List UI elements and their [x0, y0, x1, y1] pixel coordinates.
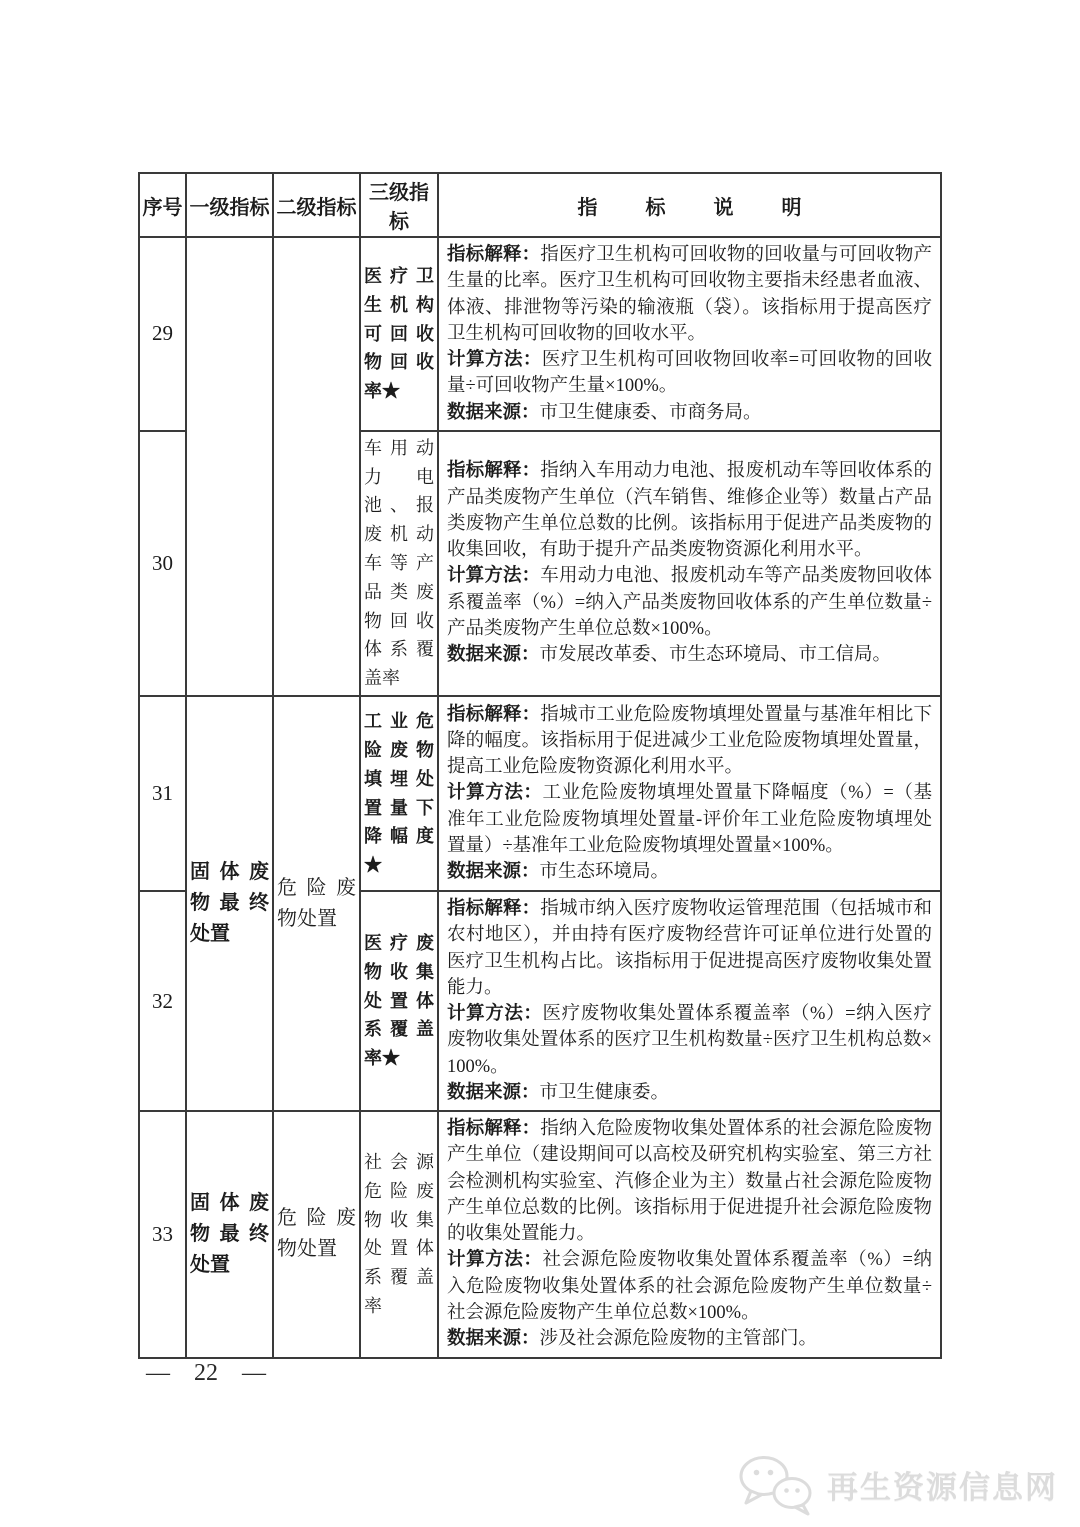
header-level2: 二级指标 — [273, 173, 360, 237]
cell-no-32: 32 — [139, 891, 186, 1111]
header-no: 序号 — [139, 173, 186, 237]
desc-text: 市卫生健康委、市商务局。 — [539, 402, 762, 423]
desc-label: 指标解释： — [447, 461, 541, 482]
desc-paragraph — [447, 563, 932, 642]
cell-level1-31-32: 固体废物最终处置 — [186, 696, 273, 1111]
desc-label: 数据来源： — [447, 402, 540, 423]
desc-paragraph — [447, 400, 932, 426]
cell-level3-30: 车用动力电池、报废机动车等产品类废物回收体系覆盖率 — [360, 431, 438, 696]
desc-label: 指标解释： — [447, 704, 541, 725]
desc-paragraph — [447, 1326, 932, 1352]
desc-text: 涉及社会源危险废物的主管部门。 — [539, 1329, 818, 1350]
cell-level1-29-30 — [186, 237, 273, 696]
watermark-text: 再生资源信息网 — [827, 1469, 1058, 1505]
table-header-row — [139, 173, 941, 237]
desc-label: 指标解释： — [447, 899, 541, 920]
desc-text: 市发展改革委、市生态环境局、市工信局。 — [539, 645, 892, 666]
desc-paragraph — [447, 896, 932, 1001]
desc-text: 社会源危险废物收集处置体系覆盖率（%）=纳入危险废物收集处置体系的社会源危险废物产生单位数量÷社会源危险废物产生单位总数×100%。 — [447, 1250, 932, 1324]
desc-paragraph — [447, 1247, 932, 1326]
desc-paragraph — [447, 1116, 932, 1247]
cell-no-30: 30 — [139, 431, 186, 696]
desc-text: 指医疗卫生机构可回收物的回收量与可回收物产生量的比率。医疗卫生机构可回收物主要指未经患者血液、体液、排泄物等污染的输液瓶（袋）。该指标用于提高医疗卫生机构可回收物的回收水平。 — [447, 245, 932, 344]
desc-text: 指纳入车用动力电池、报废机动车等回收体系的产品类废物产生单位（汽车销售、维修企业等）数量占产品类废物产生单位总数的比例。该指标用于促进产品类废物的收集回收，有助于提升产品类废物资源化利用水平。 — [447, 461, 932, 561]
cell-level1-33: 固体废物最终处置 — [186, 1111, 273, 1357]
desc-paragraph — [447, 780, 932, 859]
desc-text: 车用动力电池、报废机动车等产品类废物回收体系覆盖率（%）=纳入产品类废物回收体系的产生单位数量÷产品类废物产生单位总数×100%。 — [447, 566, 932, 639]
desc-paragraph — [447, 242, 932, 347]
cell-level3-29: 医疗卫生机构可回收物回收率★ — [360, 237, 438, 431]
cell-level3-32: 医疗废物收集处置体系覆盖率★ — [360, 891, 438, 1111]
desc-label: 计算方法： — [447, 783, 543, 804]
table-row-29 — [139, 237, 941, 431]
desc-text: 医疗卫生机构可回收物回收率=可回收物的回收量÷可回收物产生量×100%。 — [447, 350, 932, 397]
table-row-31 — [139, 696, 941, 891]
desc-paragraph — [447, 458, 932, 563]
cell-no-29: 29 — [139, 237, 186, 431]
header-description: 指 标 说 明 — [438, 173, 941, 237]
cell-description-33 — [438, 1111, 941, 1357]
page-number: — 22 — — [146, 1360, 266, 1386]
table-row-33 — [139, 1111, 941, 1357]
cell-description-31 — [438, 696, 941, 891]
cell-no-31: 31 — [139, 696, 186, 891]
desc-paragraph — [447, 702, 932, 781]
desc-text: 市卫生健康委。 — [539, 1082, 670, 1103]
desc-label: 数据来源： — [447, 862, 540, 883]
header-level1: 一级指标 — [186, 173, 273, 237]
desc-paragraph — [447, 859, 932, 885]
desc-label: 数据来源： — [447, 1082, 540, 1103]
cell-description-32 — [438, 891, 941, 1111]
cell-level2-33: 危险废物处置 — [273, 1111, 360, 1357]
desc-paragraph — [447, 642, 932, 668]
desc-label: 数据来源： — [447, 645, 540, 666]
desc-label: 数据来源： — [447, 1329, 540, 1350]
cell-description-29 — [438, 237, 941, 431]
desc-label: 计算方法： — [447, 1250, 543, 1271]
desc-label: 计算方法： — [447, 350, 542, 371]
desc-label: 计算方法： — [447, 1004, 543, 1025]
desc-label: 计算方法： — [447, 566, 541, 587]
desc-text: 指城市工业危险废物填埋处置量与基准年相比下降的幅度。该指标用于促进减少工业危险废物填埋处置量，提高工业危险废物资源化利用水平。 — [447, 704, 932, 778]
desc-text: 工业危险废物填埋处置量下降幅度（%）=（基准年工业危险废物填埋处置量-评价年工业危险废物填埋处置量）÷基准年工业危险废物填埋处置量×100%。 — [447, 783, 932, 856]
desc-paragraph — [447, 1080, 932, 1106]
header-level3: 三级指标 — [360, 173, 438, 237]
desc-paragraph — [447, 347, 932, 400]
desc-text: 市生态环境局。 — [539, 862, 670, 883]
cell-no-33: 33 — [139, 1111, 186, 1357]
desc-text: 指城市纳入医疗废物收运管理范围（包括城市和农村地区），并由持有医疗废物经营许可证单位进行处置的医疗卫生机构占比。该指标用于促进提高医疗废物收集处置能力。 — [447, 899, 932, 998]
desc-paragraph — [447, 1001, 932, 1080]
site-watermark — [735, 1452, 1058, 1516]
cell-description-30 — [438, 431, 941, 696]
cell-level2-31-32: 危险废物处置 — [273, 696, 360, 1111]
cell-level2-29-30 — [273, 237, 360, 696]
cell-level3-33: 社会源危险废物收集处置体系覆盖率 — [360, 1111, 438, 1357]
indicator-table — [138, 172, 942, 1359]
wechat-icon — [735, 1452, 817, 1516]
cell-level3-31: 工业危险废物填埋处置量下降幅度★ — [360, 696, 438, 891]
desc-label: 指标解释： — [447, 245, 541, 265]
desc-text: 指纳入危险废物收集处置体系的社会源危险废物产生单位（建设期间可以高校及研究机构实验室、第三方社会检测机构实验室、汽修企业为主）数量占社会源危险废物产生单位总数的比例。该指标用于促进提升社会源危险废物的收集处置能力。 — [447, 1119, 932, 1245]
desc-text: 医疗废物收集处置体系覆盖率（%）=纳入医疗废物收集处置体系的医疗卫生机构数量÷医疗卫生机构总数×100%。 — [447, 1004, 932, 1077]
desc-label: 指标解释： — [447, 1119, 541, 1140]
